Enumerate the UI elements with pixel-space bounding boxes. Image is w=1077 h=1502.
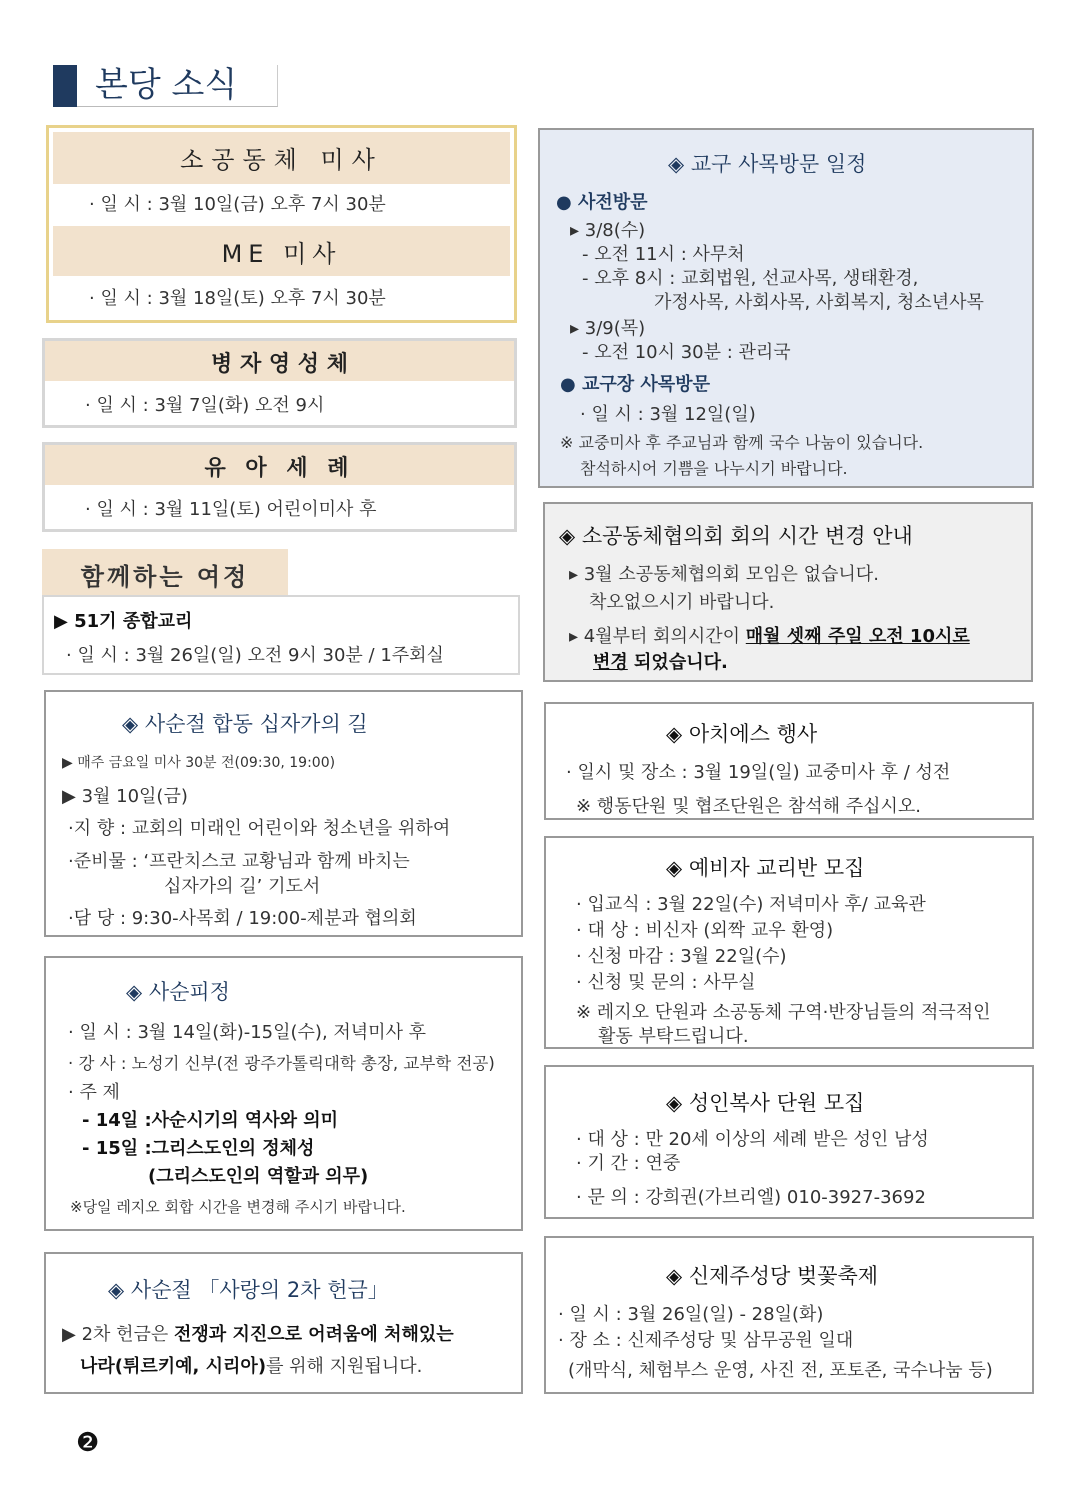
catech-line-2: · 대 상 : 비신자 (외짝 교우 환영) [576,920,834,941]
mass-box [46,125,517,323]
cross-line-3: ·지 향 : 교회의 미래인 어린이와 청소년을 위하여 [68,818,451,839]
council-line-4-emph: 변경 [593,652,628,673]
journey-box [42,595,520,675]
cross-line-1: ▶ 매주 금요일 미사 30분 전(09:30, 19:00) [62,755,336,771]
cross-line-4: ·준비물 : ‘프란치스코 교황님과 함께 바치는 [68,851,410,872]
council-line-1: ▸ 3월 소공동체협의회 모임은 없습니다. [569,564,879,585]
journey-date: · 일 시 : 3월 26일(일) 오전 9시 30분 / 1주회실 [66,645,444,666]
festival-box [544,1236,1034,1394]
visit-note-2: 참석하시어 기쁨을 나누시기 바랍니다. [580,459,848,478]
altar-line-2: · 기 간 : 연중 [576,1153,681,1174]
council-line-3-emph: 매월 셋째 주일 오전 10시로 [745,626,970,647]
acies-title: ◈ 아치에스 행사 [666,722,818,746]
catech-title: ◈ 예비자 교리반 모집 [666,856,865,880]
council-line-4-tail: 되었습니다. [627,652,728,673]
festival-line-3: (개막식, 체험부스 운영, 사진 전, 포토존, 국수나눔 등) [568,1360,993,1381]
offering-line-2 [80,1352,422,1378]
offering-line-2-tail: 를 위해 지원됩니다. [266,1356,423,1377]
festival-line-2: · 장 소 : 신제주성당 및 삼무공원 일대 [558,1330,854,1351]
council-line-4 [593,648,728,674]
retreat-box [44,956,523,1231]
cross-line-5: 십자가의 길’ 기도서 [164,876,321,897]
journey-item: ▶ 51기 종합교리 [54,611,193,632]
council-line-3 [569,622,970,648]
offering-line-1 [62,1320,454,1346]
catech-line-3: · 신청 마감 : 3월 22일(수) [576,946,787,967]
festival-line-1: · 일 시 : 3월 26일(일) - 28일(화) [558,1304,824,1325]
festival-title: ◈ 신제주성당 벚꽃축제 [666,1264,879,1288]
acies-box [544,702,1034,820]
visit-day-1-b: - 오후 8시 : 교회법원, 선교사목, 생태환경, [582,268,919,289]
visit-note-1: ※ 교중미사 후 주교님과 함께 국수 나눔이 있습니다. [560,433,924,452]
sick-title: 병 자 영 성 체 [211,352,348,377]
sick-box [42,338,517,428]
altar-title: ◈ 성인복사 단원 모집 [666,1091,865,1115]
sick-date: · 일 시 : 3월 7일(화) 오전 9시 [85,395,325,416]
visit-day-1: ▸ 3/8(수) [570,220,646,241]
journey-tab-label: 함께하는 여정 [80,563,250,591]
retreat-line-3: · 주 제 [68,1082,120,1103]
offering-title: ◈ 사순절 「사랑의 2차 헌금」 [108,1278,389,1302]
catech-box [544,836,1034,1049]
retreat-line-6: (그리스도인의 역할과 의무) [148,1166,369,1187]
offering-line-2-emph: 나라(튀르키예, 시리아) [80,1356,267,1377]
catech-line-5: ※ 레지오 단원과 소공동체 구역·반장님들의 적극적인 [576,1002,991,1023]
cross-title: ◈ 사순절 합동 십자가의 길 [122,712,368,736]
altar-line-1: · 대 상 : 만 20세 이상의 세례 받은 성인 남성 [576,1129,929,1150]
retreat-line-2: · 강 사 : 노성기 신부(전 광주가톨릭대학 총장, 교부학 전공) [68,1054,495,1073]
header-bar [53,65,278,107]
retreat-line-1: · 일 시 : 3월 14일(화)-15일(수), 저녁미사 후 [68,1022,427,1043]
altar-box [544,1065,1034,1219]
retreat-note: ※당일 레지오 회합 시간을 변경해 주시기 바랍니다. [70,1198,406,1216]
council-line-2: 착오없으시기 바랍니다. [589,592,775,613]
cross-line-2: ▶ 3월 10일(금) [62,786,188,807]
visit-day-1-a: - 오전 11시 : 사무처 [582,244,745,265]
visit-day-2: ▸ 3/9(목) [570,318,646,339]
infant-date: · 일 시 : 3월 11일(토) 어린이미사 후 [85,499,377,520]
visit-bishop-heading: ● 교구장 사목방문 [560,374,710,395]
header-marker [53,65,77,107]
visit-box [538,128,1034,488]
council-box [543,502,1033,682]
acies-line-1: · 일시 및 장소 : 3월 19일(일) 교중미사 후 / 성전 [566,762,951,783]
retreat-line-5: - 15일 :그리스도인의 정체성 [82,1138,315,1159]
page-number: ❷ [76,1428,100,1458]
visit-day-1-c: 가정사목, 사회사목, 사회복지, 청소년사목 [654,292,984,313]
cross-line-6: ·담 당 : 9:30-사목회 / 19:00-제분과 협의회 [68,908,417,929]
offering-box [44,1252,523,1394]
catech-line-6: 활동 부탁드립니다. [598,1026,749,1047]
visit-pre-heading: ● 사전방문 [556,192,648,213]
retreat-line-4: - 14일 :사순시기의 역사와 의미 [82,1110,339,1131]
visit-day-2-a: - 오전 10시 30분 : 관리국 [582,342,791,363]
acies-line-2: ※ 행동단원 및 협조단원은 참석해 주십시오. [576,796,922,817]
journey-tab [42,549,288,595]
sogong-mass-date: · 일 시 : 3월 10일(금) 오후 7시 30분 [89,194,386,215]
visit-bishop-date: · 일 시 : 3월 12일(일) [580,404,756,425]
retreat-title: ◈ 사순피정 [126,980,230,1004]
cross-box [44,690,523,937]
catech-line-4: · 신청 및 문의 : 사무실 [576,972,756,993]
offering-line-1-emph: 전쟁과 지진으로 어려움에 처해있는 [174,1324,454,1345]
page-title: 본당 소식 [95,65,238,105]
council-title: ◈ 소공동체협의회 회의 시간 변경 안내 [559,524,913,548]
sogong-mass-title: 소공동체 미사 [180,146,383,174]
offering-line-1-lead: ▶ 2차 헌금은 [62,1324,175,1345]
altar-line-3: · 문 의 : 강희권(가브리엘) 010-3927-3692 [576,1187,926,1208]
council-line-3-lead: ▸ 4월부터 회의시간이 [569,626,746,647]
infant-title: 유 아 세 례 [204,456,355,481]
me-mass-date: · 일 시 : 3월 18일(토) 오후 7시 30분 [89,288,386,309]
visit-title: ◈ 교구 사목방문 일정 [668,152,867,176]
me-mass-title: ME 미사 [221,240,342,268]
infant-box [42,442,517,532]
catech-line-1: · 입교식 : 3월 22일(수) 저녁미사 후/ 교육관 [576,894,926,915]
